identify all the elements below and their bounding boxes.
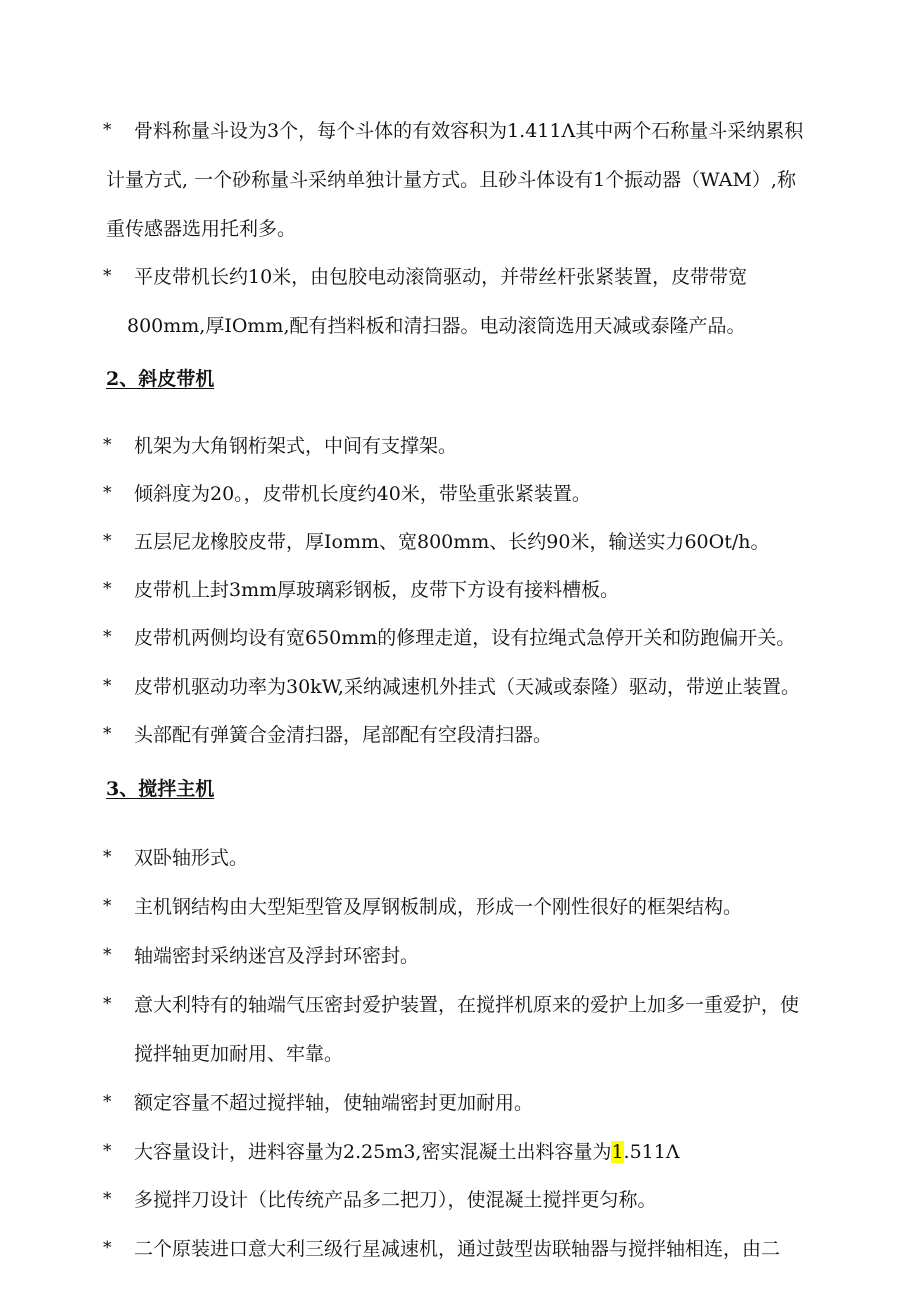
list-item: 轴端密封采纳迷宫及浮封环密封。 <box>134 945 420 967</box>
bullet-marker: * <box>103 266 112 286</box>
paragraph-line: 意大利特有的轴端气压密封爱护装置，在搅拌机原来的爱护上加多一重爱护，使 <box>134 994 800 1016</box>
bullet-marker: * <box>103 627 112 647</box>
bullet-marker: * <box>103 435 112 455</box>
list-item <box>134 1140 680 1164</box>
paragraph-line: 搅拌轴更加耐用、牢靠。 <box>134 1043 344 1065</box>
list-item: 额定容量不超过搅拌轴，使轴端密封更加耐用。 <box>134 1092 534 1114</box>
bullet-marker: * <box>103 120 112 140</box>
bullet-marker: * <box>103 945 112 965</box>
bullet-marker: * <box>103 483 112 503</box>
paragraph-line: 800mm,厚IOmm,配有挡料板和清扫器。电动滚筒选用天减或泰隆产品。 <box>127 315 746 337</box>
bullet-marker: * <box>103 896 112 916</box>
bullet-marker: * <box>103 1189 112 1209</box>
bullet-marker: * <box>103 994 112 1014</box>
list-item: 头部配有弹簧合金清扫器，尾部配有空段清扫器。 <box>134 724 553 746</box>
list-item: 皮带机两侧均设有宽650mm的修理走道，设有拉绳式急停开关和防跑偏开关。 <box>134 627 796 649</box>
list-item: 皮带机驱动功率为30kW,采纳减速机外挂式（天减或泰隆）驱动，带逆止装置。 <box>134 676 800 698</box>
bullet-marker: * <box>103 1141 112 1161</box>
bullet-marker: * <box>103 724 112 744</box>
bullet-marker: * <box>103 847 112 867</box>
bullet-marker: * <box>103 1092 112 1112</box>
section-heading: 2、斜皮带机 <box>106 368 215 390</box>
list-item: 主机钢结构由大型矩型管及厚钢板制成，形成一个刚性很好的框架结构。 <box>134 896 743 918</box>
paragraph-line: 重传感器选用托利多。 <box>106 218 297 240</box>
highlighted-text: 1 <box>611 1141 624 1163</box>
list-item: 皮带机上封3mm厚玻璃彩钢板，皮带下方设有接料槽板。 <box>134 579 620 601</box>
list-item: 多搅拌刀设计（比传统产品多二把刀），使混凝土搅拌更匀称。 <box>134 1189 657 1211</box>
list-item: 机架为大角钢桁架式，中间有支撑架。 <box>134 435 458 457</box>
paragraph-line: 平皮带机长约10米，由包胶电动滚筒驱动，并带丝杆张紧装置，皮带带宽 <box>134 266 748 288</box>
text-segment: .511Λ <box>623 1141 680 1163</box>
section-heading: 3、搅拌主机 <box>106 778 215 800</box>
list-item: 双卧轴形式。 <box>134 847 249 869</box>
list-item: 倾斜度为20。，皮带机长度约40米，带坠重张紧装置。 <box>134 483 591 505</box>
bullet-marker: * <box>103 1238 112 1258</box>
bullet-marker: * <box>103 531 112 551</box>
paragraph-line: 骨料称量斗设为3个，每个斗体的有效容积为1.411Λ其中两个石称量斗采纳累积 <box>134 120 804 142</box>
bullet-marker: * <box>103 579 112 599</box>
list-item: 五层尼龙橡胶皮带，厚Iomm、宽800mm、长约90米，输送实力60Ot/h。 <box>134 531 770 553</box>
text-segment: 大容量设计，进料容量为2.25m3,密实混凝土出料容量为 <box>134 1141 612 1163</box>
bullet-marker: * <box>103 676 112 696</box>
paragraph-line: 计量方式, 一个砂称量斗采纳单独计量方式。且砂斗体设有1个振动器（WAM）,称 <box>106 169 796 191</box>
paragraph-line: 二个原装进口意大利三级行星减速机，通过鼓型齿联轴器与搅拌轴相连，由二 <box>134 1238 781 1260</box>
